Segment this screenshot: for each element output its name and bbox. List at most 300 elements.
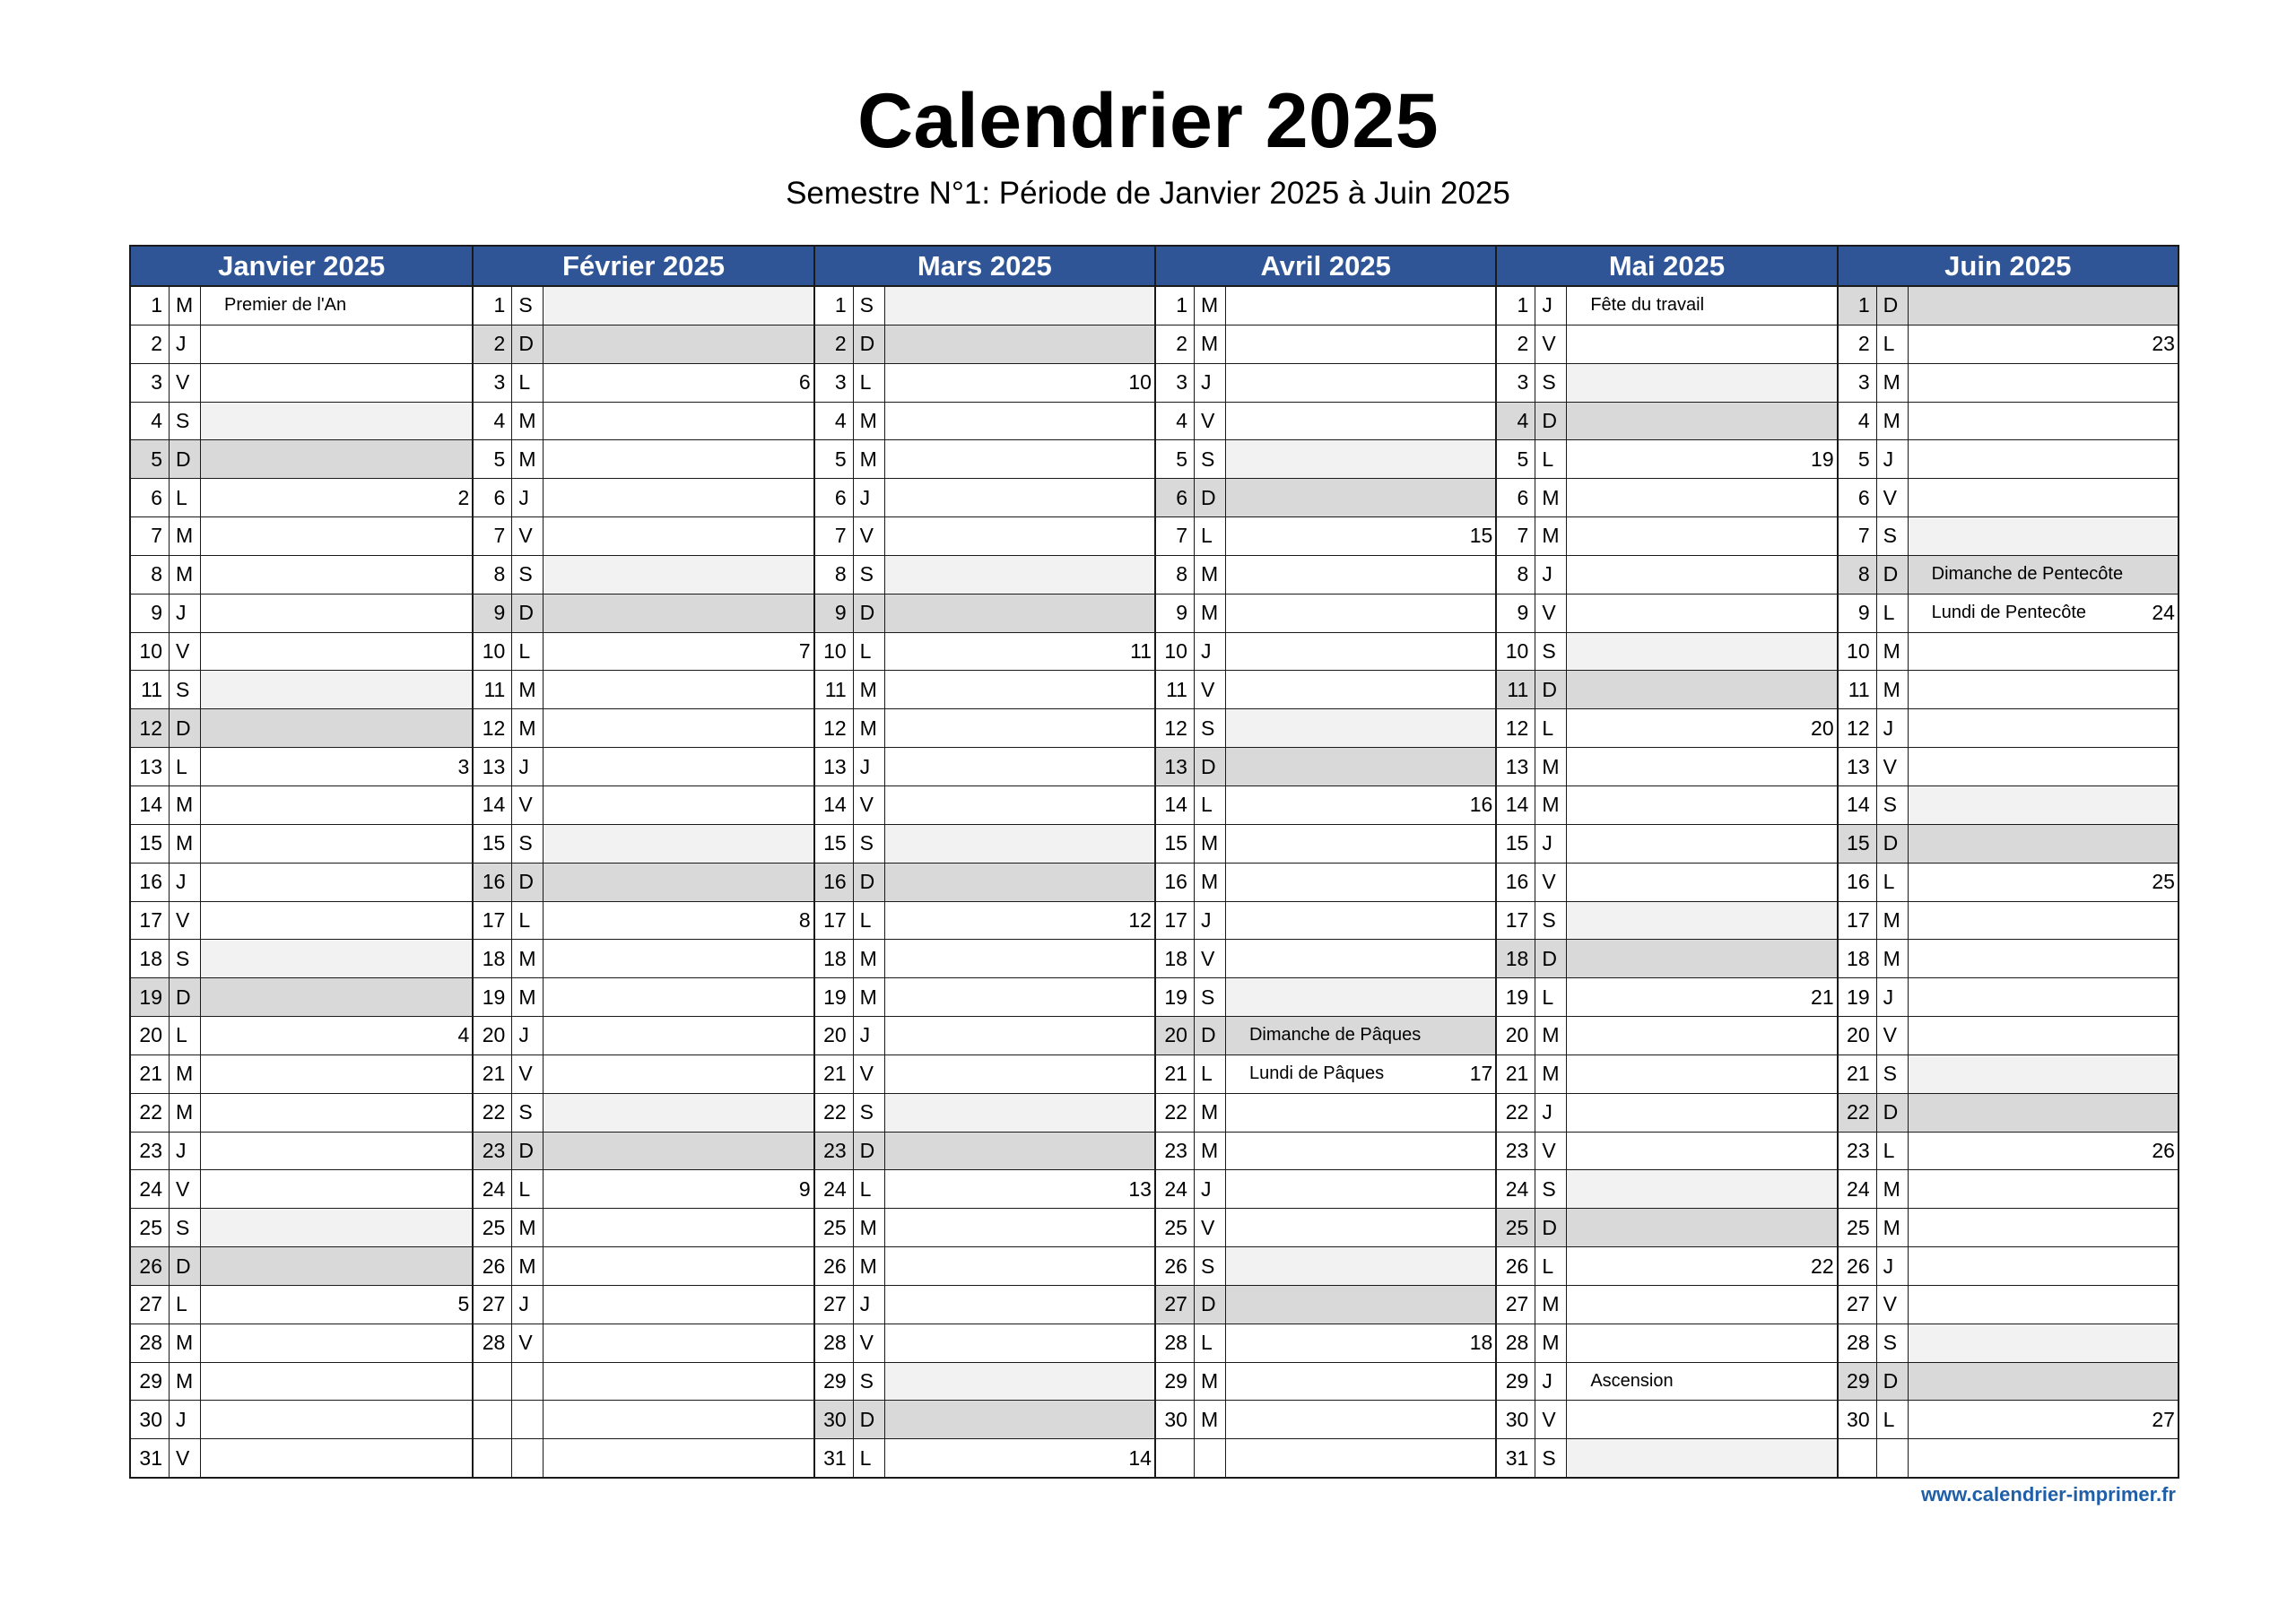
day-row <box>474 1094 813 1133</box>
day-number: 17 <box>474 902 512 940</box>
day-note <box>201 517 472 555</box>
day-number: 20 <box>1156 1017 1195 1055</box>
day-number: 24 <box>815 1170 854 1208</box>
day-note <box>1567 1170 1836 1208</box>
weekday-letter: M <box>1877 1170 1909 1208</box>
day-note <box>1909 633 2178 671</box>
day-number: 13 <box>1156 748 1195 785</box>
day-row <box>1839 978 2178 1017</box>
weekday-letter: M <box>854 940 885 977</box>
week-number: 25 <box>2152 870 2175 894</box>
day-number <box>474 1401 512 1438</box>
day-row <box>1156 287 1495 325</box>
day-number: 22 <box>815 1094 854 1132</box>
day-row <box>474 1439 813 1477</box>
day-number: 24 <box>131 1170 170 1208</box>
day-note <box>201 1439 472 1477</box>
day-note <box>1909 479 2178 516</box>
day-note <box>1567 940 1836 977</box>
day-row <box>131 825 472 864</box>
day-note <box>1226 440 1495 478</box>
weekday-letter: M <box>170 287 201 325</box>
day-note <box>201 403 472 440</box>
weekday-letter: D <box>1877 825 1909 863</box>
day-row <box>1156 595 1495 633</box>
weekday-letter: L <box>1535 978 1567 1016</box>
weekday-letter: D <box>1877 1094 1909 1132</box>
day-number: 11 <box>1497 671 1535 708</box>
day-note <box>1909 1286 2178 1324</box>
weekday-letter: J <box>1535 1094 1567 1132</box>
weekday-letter: S <box>1877 1324 1909 1362</box>
day-number: 8 <box>474 556 512 594</box>
day-row <box>815 1324 1154 1363</box>
weekday-letter: V <box>1535 1133 1567 1170</box>
day-row <box>131 1094 472 1133</box>
day-row <box>815 1055 1154 1094</box>
weekday-letter: J <box>512 748 544 785</box>
day-number: 28 <box>815 1324 854 1362</box>
weekday-letter: M <box>1195 1094 1226 1132</box>
day-note <box>885 709 1154 747</box>
weekday-letter: D <box>1877 287 1909 325</box>
day-row <box>1839 517 2178 556</box>
day-row <box>1156 403 1495 441</box>
day-number: 1 <box>1156 287 1195 325</box>
day-number: 19 <box>474 978 512 1016</box>
website-link[interactable]: www.calendrier-imprimer.fr <box>1920 1483 2176 1506</box>
day-row <box>1156 1439 1495 1477</box>
weekday-letter: J <box>170 595 201 632</box>
day-note <box>1909 1439 2178 1477</box>
day-number: 28 <box>474 1324 512 1362</box>
day-note <box>1226 825 1495 863</box>
day-row <box>474 1247 813 1286</box>
day-note <box>885 325 1154 363</box>
week-number: 7 <box>798 639 811 664</box>
weekday-letter: M <box>854 440 885 478</box>
day-number: 5 <box>815 440 854 478</box>
day-number: 6 <box>1156 479 1195 516</box>
day-row <box>815 1209 1154 1247</box>
day-note <box>1567 1094 1836 1132</box>
day-row <box>474 1209 813 1247</box>
weekday-letter: S <box>1535 1170 1567 1208</box>
day-row <box>131 748 472 786</box>
day-note <box>1226 287 1495 325</box>
day-note <box>1909 1247 2178 1285</box>
day-row <box>474 1363 813 1402</box>
day-row <box>1839 364 2178 403</box>
day-number: 14 <box>1497 786 1535 824</box>
day-note <box>885 364 1154 402</box>
day-row <box>1156 1209 1495 1247</box>
day-row <box>131 786 472 825</box>
day-row <box>474 440 813 479</box>
day-number: 11 <box>1156 671 1195 708</box>
day-row <box>1497 1324 1836 1363</box>
day-row <box>1156 325 1495 364</box>
weekday-letter: M <box>1195 556 1226 594</box>
day-row <box>474 1401 813 1439</box>
day-note <box>885 1324 1154 1362</box>
weekday-letter: V <box>1877 479 1909 516</box>
weekday-letter: L <box>512 1170 544 1208</box>
day-row <box>815 671 1154 709</box>
weekday-letter: J <box>512 1017 544 1055</box>
weekday-letter: J <box>170 864 201 901</box>
weekday-letter: M <box>1877 403 1909 440</box>
day-note <box>1909 864 2178 901</box>
day-note <box>544 325 813 363</box>
day-row <box>474 902 813 941</box>
weekday-letter: V <box>1535 595 1567 632</box>
weekday-letter: L <box>170 1017 201 1055</box>
month-header: Mai 2025 <box>1497 247 1836 287</box>
day-number: 24 <box>1156 1170 1195 1208</box>
day-number: 28 <box>1497 1324 1535 1362</box>
day-number: 15 <box>1497 825 1535 863</box>
day-number: 14 <box>1156 786 1195 824</box>
day-row <box>1156 940 1495 978</box>
day-number: 29 <box>1497 1363 1535 1401</box>
day-note <box>544 1209 813 1246</box>
day-number: 5 <box>1156 440 1195 478</box>
weekday-letter: D <box>1535 940 1567 977</box>
day-number: 6 <box>1497 479 1535 516</box>
weekday-letter: M <box>1195 1401 1226 1438</box>
day-note <box>1226 1017 1495 1055</box>
day-number: 23 <box>474 1133 512 1170</box>
day-row <box>815 479 1154 517</box>
month-column <box>813 247 1154 1477</box>
month-header: Janvier 2025 <box>131 247 472 287</box>
weekday-letter: S <box>854 287 885 325</box>
day-number: 10 <box>1156 633 1195 671</box>
weekday-letter: V <box>1535 325 1567 363</box>
day-number: 16 <box>1156 864 1195 901</box>
day-number: 3 <box>1839 364 1877 402</box>
weekday-letter: V <box>512 1055 544 1093</box>
day-note <box>201 1363 472 1401</box>
weekday-letter: J <box>1877 440 1909 478</box>
weekday-letter: L <box>1195 517 1226 555</box>
day-note <box>885 902 1154 940</box>
day-number: 11 <box>815 671 854 708</box>
day-number: 25 <box>815 1209 854 1246</box>
day-row <box>1839 633 2178 672</box>
weekday-letter: M <box>854 1247 885 1285</box>
day-note <box>1567 287 1836 325</box>
day-note <box>885 748 1154 785</box>
day-number: 6 <box>815 479 854 516</box>
month-column <box>131 247 472 1477</box>
day-row <box>1497 325 1836 364</box>
day-row <box>1156 1324 1495 1363</box>
day-row <box>131 287 472 325</box>
weekday-letter: L <box>512 902 544 940</box>
weekday-letter: D <box>1195 479 1226 516</box>
day-note <box>1226 671 1495 708</box>
day-note <box>885 786 1154 824</box>
weekday-letter: M <box>170 1363 201 1401</box>
weekday-letter: L <box>1877 595 1909 632</box>
weekday-letter: L <box>1877 1133 1909 1170</box>
day-number: 4 <box>1839 403 1877 440</box>
weekday-letter <box>1877 1439 1909 1477</box>
day-number: 19 <box>1497 978 1535 1016</box>
day-note <box>1567 633 1836 671</box>
day-note <box>201 940 472 977</box>
weekday-letter: M <box>170 1324 201 1362</box>
day-note <box>1567 364 1836 402</box>
day-number: 22 <box>131 1094 170 1132</box>
day-note <box>201 287 472 325</box>
day-note <box>1226 633 1495 671</box>
weekday-letter: J <box>1195 364 1226 402</box>
weekday-letter: M <box>1535 1017 1567 1055</box>
weekday-letter: J <box>1535 556 1567 594</box>
day-number: 12 <box>1839 709 1877 747</box>
day-row <box>1839 403 2178 441</box>
day-row <box>131 1170 472 1209</box>
weekday-letter: L <box>854 902 885 940</box>
day-number: 25 <box>1497 1209 1535 1246</box>
day-number: 2 <box>1839 325 1877 363</box>
week-number: 10 <box>1128 370 1152 395</box>
day-number: 30 <box>1497 1401 1535 1438</box>
day-row <box>1156 709 1495 748</box>
page-title: Calendrier 2025 <box>857 78 1439 164</box>
day-note <box>885 287 1154 325</box>
day-number: 29 <box>1156 1363 1195 1401</box>
day-number: 20 <box>815 1017 854 1055</box>
day-number: 26 <box>1839 1247 1877 1285</box>
day-row <box>815 709 1154 748</box>
day-number: 3 <box>1156 364 1195 402</box>
day-note <box>544 1170 813 1208</box>
weekday-letter: S <box>512 556 544 594</box>
weekday-letter: S <box>1535 364 1567 402</box>
weekday-letter: M <box>854 1209 885 1246</box>
day-note <box>1567 671 1836 708</box>
day-note <box>1226 1247 1495 1285</box>
day-number: 29 <box>131 1363 170 1401</box>
day-note <box>885 1209 1154 1246</box>
day-row <box>1156 556 1495 595</box>
weekday-letter: L <box>1877 325 1909 363</box>
day-note <box>544 479 813 516</box>
day-row <box>815 1286 1154 1324</box>
day-note <box>1909 825 2178 863</box>
day-note <box>201 709 472 747</box>
week-number: 16 <box>1469 793 1493 817</box>
week-number: 22 <box>1811 1254 1834 1278</box>
weekday-letter: M <box>512 940 544 977</box>
day-number: 22 <box>1156 1094 1195 1132</box>
weekday-letter: D <box>1877 556 1909 594</box>
day-number: 15 <box>815 825 854 863</box>
day-note <box>1909 595 2178 632</box>
weekday-letter: M <box>854 709 885 747</box>
day-row <box>474 825 813 864</box>
day-note <box>1226 479 1495 516</box>
day-row <box>1839 1055 2178 1094</box>
day-number: 18 <box>1839 940 1877 977</box>
day-number: 10 <box>1839 633 1877 671</box>
day-row <box>1156 1247 1495 1286</box>
day-number: 23 <box>815 1133 854 1170</box>
day-note <box>885 1286 1154 1324</box>
weekday-letter: M <box>512 978 544 1016</box>
day-number: 21 <box>474 1055 512 1093</box>
day-note <box>544 864 813 901</box>
weekday-letter: M <box>1195 1363 1226 1401</box>
day-note <box>1226 1170 1495 1208</box>
day-number: 14 <box>815 786 854 824</box>
day-note <box>201 1133 472 1170</box>
weekday-letter: V <box>1195 671 1226 708</box>
day-row <box>131 479 472 517</box>
day-number: 2 <box>1156 325 1195 363</box>
day-number: 9 <box>815 595 854 632</box>
day-number: 30 <box>815 1401 854 1438</box>
day-row <box>1839 1401 2178 1439</box>
weekday-letter: L <box>854 1439 885 1477</box>
week-number: 5 <box>457 1292 470 1316</box>
weekday-letter: M <box>854 671 885 708</box>
day-number: 25 <box>131 1209 170 1246</box>
day-number: 17 <box>1497 902 1535 940</box>
month-header: Mars 2025 <box>815 247 1154 287</box>
day-row <box>815 1401 1154 1439</box>
day-row <box>815 1247 1154 1286</box>
day-note <box>885 517 1154 555</box>
weekday-letter: M <box>1195 595 1226 632</box>
day-number: 19 <box>131 978 170 1016</box>
week-number: 26 <box>2152 1138 2175 1162</box>
weekday-letter: M <box>1535 786 1567 824</box>
day-note <box>544 748 813 785</box>
day-note <box>1567 1133 1836 1170</box>
day-row <box>815 864 1154 902</box>
day-note <box>1567 556 1836 594</box>
weekday-letter: V <box>1195 940 1226 977</box>
day-note <box>885 1094 1154 1132</box>
weekday-letter: D <box>512 1133 544 1170</box>
day-note <box>201 1017 472 1055</box>
day-number: 26 <box>1156 1247 1195 1285</box>
day-note <box>201 1401 472 1438</box>
day-note <box>1226 709 1495 747</box>
day-note <box>1226 978 1495 1016</box>
day-number: 6 <box>474 479 512 516</box>
day-row <box>1156 479 1495 517</box>
day-note <box>885 1439 1154 1477</box>
weekday-letter: S <box>170 671 201 708</box>
day-row <box>1497 403 1836 441</box>
day-number: 16 <box>1497 864 1535 901</box>
day-note <box>544 1324 813 1362</box>
week-number: 12 <box>1128 907 1152 932</box>
weekday-letter: D <box>512 595 544 632</box>
day-note <box>201 1324 472 1362</box>
day-note <box>544 1439 813 1477</box>
day-row <box>474 1324 813 1363</box>
day-number: 12 <box>474 709 512 747</box>
day-number: 6 <box>131 479 170 516</box>
day-number: 25 <box>474 1209 512 1246</box>
day-note <box>1226 1401 1495 1438</box>
day-row <box>1839 325 2178 364</box>
day-number: 30 <box>131 1401 170 1438</box>
day-note <box>201 440 472 478</box>
day-row <box>1839 556 2178 595</box>
day-row <box>131 633 472 672</box>
weekday-letter: L <box>854 633 885 671</box>
day-number: 22 <box>1497 1094 1535 1132</box>
day-number: 13 <box>1839 748 1877 785</box>
weekday-letter: J <box>854 1017 885 1055</box>
week-number: 6 <box>798 370 811 395</box>
day-note <box>1226 364 1495 402</box>
day-note <box>201 1247 472 1285</box>
weekday-letter: L <box>170 479 201 516</box>
day-note <box>1226 556 1495 594</box>
day-row <box>1156 786 1495 825</box>
weekday-letter: V <box>170 902 201 940</box>
weekday-letter: V <box>170 364 201 402</box>
day-row <box>474 479 813 517</box>
weekday-letter: M <box>1877 633 1909 671</box>
day-note <box>544 902 813 940</box>
calendar-grid <box>129 245 2179 1479</box>
day-row <box>1497 1133 1836 1171</box>
weekday-letter: D <box>170 709 201 747</box>
weekday-letter: J <box>170 1133 201 1170</box>
day-note <box>201 1094 472 1132</box>
day-note <box>1567 403 1836 440</box>
day-note <box>201 633 472 671</box>
day-note <box>1567 825 1836 863</box>
day-row <box>1497 1170 1836 1209</box>
day-row <box>1839 440 2178 479</box>
week-number: 14 <box>1128 1445 1152 1470</box>
day-row <box>131 403 472 441</box>
weekday-letter: M <box>1195 864 1226 901</box>
month-column <box>472 247 813 1477</box>
weekday-letter: M <box>1877 364 1909 402</box>
day-row <box>474 1017 813 1055</box>
weekday-letter: L <box>1877 864 1909 901</box>
day-row <box>474 403 813 441</box>
day-note <box>1909 902 2178 940</box>
day-row <box>474 864 813 902</box>
weekday-letter: L <box>1535 1247 1567 1285</box>
weekday-letter: M <box>1877 1209 1909 1246</box>
weekday-letter: V <box>170 1170 201 1208</box>
day-row <box>815 633 1154 672</box>
day-note <box>1226 1094 1495 1132</box>
day-row <box>1156 517 1495 556</box>
day-row <box>1156 1170 1495 1209</box>
day-note <box>1567 864 1836 901</box>
weekday-letter: L <box>512 364 544 402</box>
day-row <box>1839 1017 2178 1055</box>
day-number: 4 <box>815 403 854 440</box>
day-note <box>885 825 1154 863</box>
day-row <box>1839 825 2178 864</box>
